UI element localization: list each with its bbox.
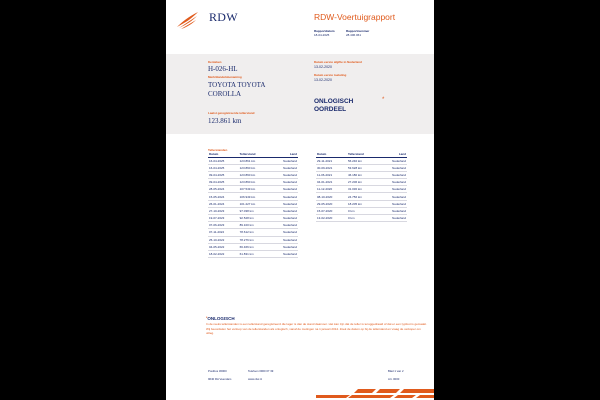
footer-phone: Telefoon 0900 07 39: [248, 369, 274, 373]
first-admission-label: Datum eerste toelating: [314, 73, 347, 77]
row-reading: 78.276 km: [239, 236, 270, 243]
row-date: 27-10-2023: [208, 207, 239, 214]
table-row: [208, 193, 298, 200]
row-reading: 107.549 km: [239, 186, 270, 193]
footer-city: 9640 RA Veendam: [208, 377, 232, 381]
row-date: 07-11-2022: [208, 229, 239, 236]
table-row: [316, 164, 407, 171]
row-reading: 31.030 km: [347, 186, 379, 193]
table-row: [316, 171, 407, 178]
row-country: Nederland: [379, 200, 407, 207]
col-country-header: Land: [379, 152, 407, 157]
row-country: Nederland: [270, 243, 298, 250]
odometer-table-right: [316, 152, 407, 222]
row-reading: 123.860 km: [239, 179, 270, 186]
row-date: 30-09-2021: [316, 164, 347, 171]
row-country: Nederland: [270, 222, 298, 229]
verdict-section-heading: ONLOGISCH: [207, 316, 235, 321]
row-date: 16-04-2025: [208, 157, 239, 164]
table-row: [208, 164, 298, 171]
row-country: Nederland: [270, 215, 298, 222]
vehicle-info-box: [166, 54, 434, 134]
first-nl-value: 13-02-2020: [314, 65, 332, 69]
brand-name: RDW: [209, 10, 238, 24]
table-row: [208, 207, 298, 214]
row-reading: 18.205 km: [347, 200, 379, 207]
row-country: Nederland: [379, 207, 407, 214]
row-reading: 24.756 km: [347, 193, 379, 200]
row-date: 09-04-2025: [208, 179, 239, 186]
row-country: Nederland: [379, 186, 407, 193]
report-date-label: Rapportdatum: [314, 29, 335, 33]
table-row: [208, 229, 298, 236]
table-row: [208, 186, 298, 193]
row-date: 28-05-2024: [208, 186, 239, 193]
col-reading-header: Tellerstand: [347, 152, 379, 157]
make-model-label: Merk/Handelsbenaming: [208, 75, 242, 79]
row-date: 13-02-2020: [316, 215, 347, 222]
row-reading: 97.038 km: [239, 207, 270, 214]
footer-article: Art. 0000: [388, 377, 400, 381]
row-date: 29-11-2021: [316, 157, 347, 164]
row-reading: 53.628 km: [347, 164, 379, 171]
row-country: Nederland: [379, 171, 407, 178]
make-model-value-line1: TOYOTA TOYOTA: [208, 81, 266, 89]
row-country: Nederland: [270, 193, 298, 200]
row-reading: 92.528 km: [239, 215, 270, 222]
col-date-header: Datum: [208, 152, 239, 157]
footer-postbus: Postbus 30000: [208, 369, 227, 373]
report-page: [166, 0, 434, 400]
odometer-table-left: [208, 152, 298, 258]
verdict-line2: OORDEEL: [314, 106, 347, 113]
row-reading: 78.612 km: [239, 229, 270, 236]
row-date: 15-05-2024: [208, 193, 239, 200]
row-date: 11-12-2020: [316, 186, 347, 193]
verdict-explanation: In de reeks tellerstanden is een tellerstand geregistreerd die lager is dan de stand daarvoor. Het kan zijn dat de teller is teruggedraaid of dat er een typfout is gemaakt. Wij beoordelen het verloop van de tellerstanden als onlogisch, vanaf de metingen na 1 januari 2014. Zoek de datum op bij de tellerstand en vraag de verkoper om uitleg.: [206, 322, 427, 336]
report-date: [314, 29, 335, 38]
footer-address: [208, 367, 231, 383]
table-row: [208, 200, 298, 207]
report-date-value: 18-04-2025: [314, 33, 330, 38]
odometer-rows-right: [316, 157, 407, 222]
row-country: Nederland: [379, 157, 407, 164]
row-country: Nederland: [270, 186, 298, 193]
table-row: [316, 157, 407, 164]
row-date: 26-01-2024: [208, 200, 239, 207]
odometer-value: 123.861 km: [208, 117, 242, 125]
table-row: [316, 200, 407, 207]
row-date: 04-05-2022: [208, 243, 239, 250]
col-reading-header: Tellerstand: [239, 152, 270, 157]
table-row: [208, 222, 298, 229]
row-country: Nederland: [270, 171, 298, 178]
document-title: RDW-Voertuigrapport: [314, 12, 396, 22]
row-reading: 0 km: [347, 215, 379, 222]
footer-page-number: Blad 1 van 2: [388, 369, 404, 373]
table-row: [208, 243, 298, 250]
row-reading: 27.206 km: [347, 179, 379, 186]
row-country: Nederland: [270, 164, 298, 171]
footer-decorative-stripes: [316, 385, 434, 400]
plate-value: H-026-HL: [208, 65, 238, 73]
row-country: Nederland: [379, 179, 407, 186]
row-country: Nederland: [270, 236, 298, 243]
make-model-value-line2: COROLLA: [208, 90, 242, 98]
row-date: 09-04-2025: [208, 171, 239, 178]
odometer-table-title: Tellerstanden: [208, 148, 228, 152]
table-row: [208, 236, 298, 243]
row-reading: 46.180 km: [347, 171, 379, 178]
report-number-label: Rapportnummer: [346, 29, 370, 33]
table-row: [208, 250, 298, 257]
row-date: 19-07-2023: [208, 215, 239, 222]
report-number: [346, 29, 369, 38]
plate-label: Kenteken: [208, 60, 222, 64]
report-number-value: 28.406.061: [346, 33, 362, 38]
verdict-marker: *: [382, 97, 385, 103]
table-row: [316, 179, 407, 186]
col-date-header: Datum: [316, 152, 347, 157]
table-row: [208, 179, 298, 186]
row-date: 18-02-2022: [208, 250, 239, 257]
row-date: 08-10-2020: [316, 193, 347, 200]
row-reading: 101.227 km: [239, 200, 270, 207]
rdw-wing-logo-icon: [176, 10, 200, 30]
table-row: [208, 157, 298, 164]
footer-contact: [248, 367, 273, 383]
row-country: Nederland: [270, 200, 298, 207]
row-reading: 89.100 km: [239, 222, 270, 229]
odometer-rows-left: [208, 157, 298, 258]
footer-page-info: [388, 367, 404, 383]
row-date: 16-04-2025: [208, 164, 239, 171]
row-reading: 66.466 km: [239, 243, 270, 250]
first-admission-value: 13-02-2020: [314, 78, 332, 82]
row-country: Nederland: [270, 179, 298, 186]
row-reading: 123.860 km: [239, 164, 270, 171]
row-country: Nederland: [379, 164, 407, 171]
row-country: Nederland: [379, 193, 407, 200]
row-reading: 0 km: [347, 207, 379, 214]
verdict-line1: ONLOGISCH: [314, 98, 354, 105]
row-date: 25-10-2022: [208, 236, 239, 243]
table-row: [316, 215, 407, 222]
row-reading: 123.861 km: [239, 157, 270, 164]
row-date: 07-06-2023: [208, 222, 239, 229]
table-row: [208, 215, 298, 222]
row-date: 11-06-2021: [316, 171, 347, 178]
row-reading: 56.240 km: [347, 157, 379, 164]
row-country: Nederland: [379, 215, 407, 222]
row-reading: 61.831 km: [239, 250, 270, 257]
row-reading: 123.860 km: [239, 171, 270, 178]
verdict-section-marker: *: [206, 316, 208, 320]
row-date: 15-07-2020: [316, 207, 347, 214]
table-row: [316, 186, 407, 193]
table-row: [208, 171, 298, 178]
table-row: [316, 207, 407, 214]
verdict-section-title: [206, 316, 235, 321]
row-country: Nederland: [270, 250, 298, 257]
row-country: Nederland: [270, 229, 298, 236]
row-country: Nederland: [270, 157, 298, 164]
row-reading: 106.949 km: [239, 193, 270, 200]
row-country: Nederland: [270, 207, 298, 214]
footer-website: www.rdw.nl: [248, 377, 262, 381]
row-date: 29-05-2020: [316, 200, 347, 207]
row-date: 04-01-2021: [316, 179, 347, 186]
first-nl-label: Datum eerste afgifte in Nederland: [314, 60, 362, 64]
col-country-header: Land: [270, 152, 298, 157]
table-row: [316, 193, 407, 200]
odometer-label: Laatst geregistreerde tellerstand: [208, 111, 255, 115]
